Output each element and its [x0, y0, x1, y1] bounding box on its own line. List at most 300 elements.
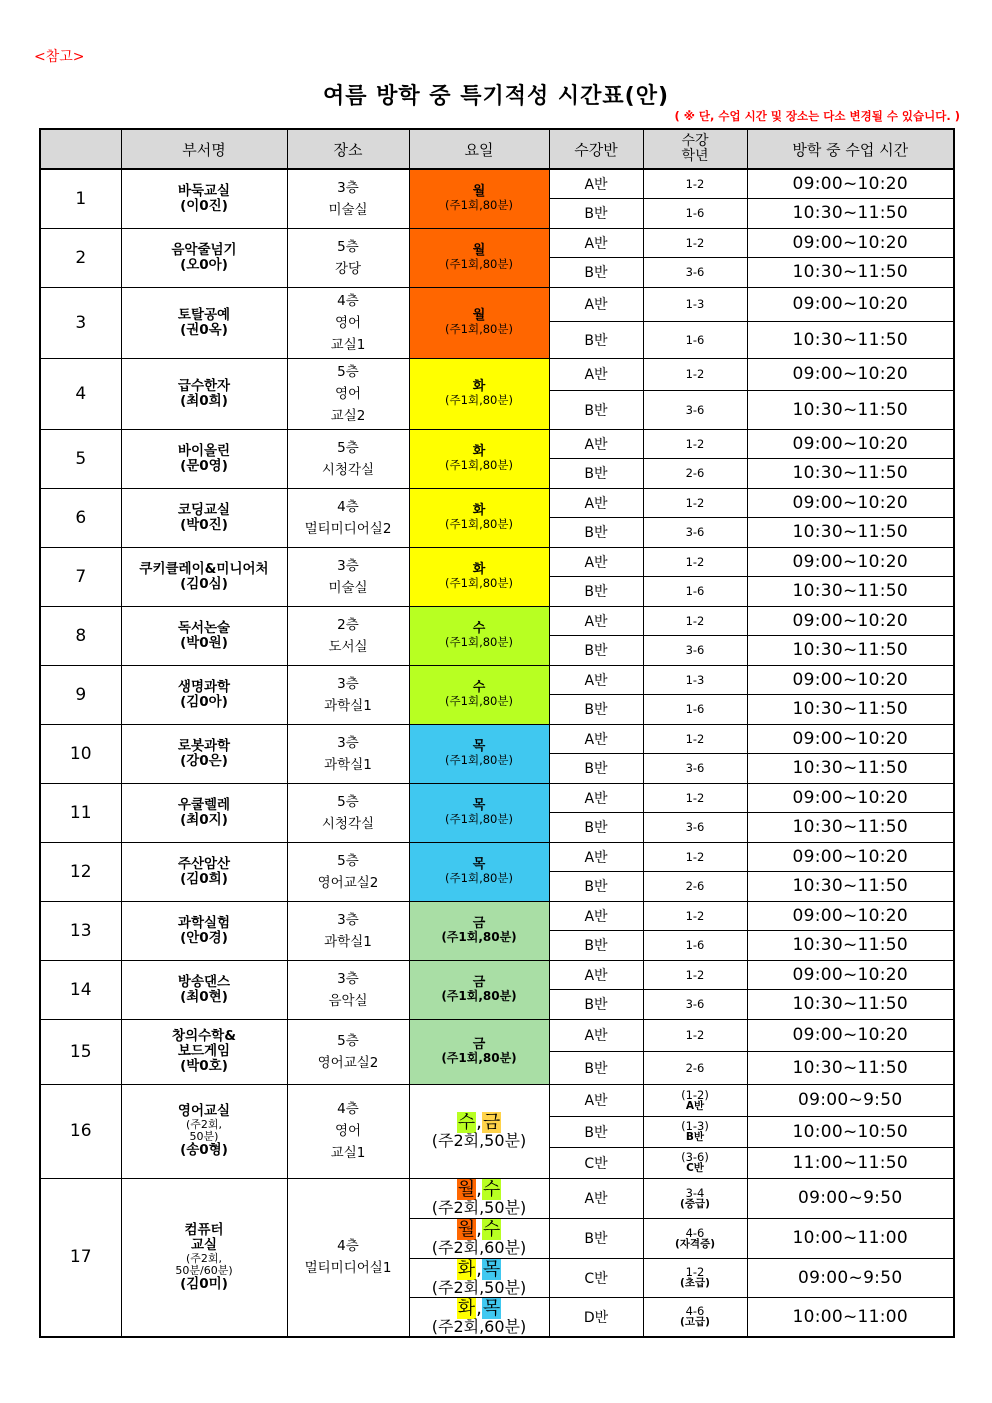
day-highlight: 월 [457, 1219, 476, 1240]
row-number: 11 [40, 783, 121, 842]
weekday-label [410, 681, 549, 695]
grade-cell [643, 1147, 747, 1178]
session-frequency: (주1회,80분) [441, 989, 517, 1003]
grade-cell [643, 517, 747, 547]
class-cell: A반 [549, 488, 643, 517]
day-separator: , [476, 1179, 482, 1200]
grade-cell [643, 1218, 747, 1258]
row-number: 16 [40, 1084, 121, 1178]
grade-cell [643, 960, 747, 989]
department-name: 토탈공예 [177, 306, 231, 323]
instructor-name: (박0원) [180, 634, 228, 651]
weekday-label [410, 740, 549, 754]
session-frequency: (주2회,50분) [431, 1198, 527, 1217]
class-time: 09:00~10:20 [747, 606, 954, 635]
class-time: 09:00~10:20 [747, 169, 954, 198]
day-cell [409, 228, 549, 287]
schedule-table [39, 128, 955, 1338]
weekday-label [410, 504, 549, 518]
class-time: 09:00~10:20 [747, 842, 954, 871]
weekday-label [410, 1113, 549, 1132]
location-cell: 5층 시청각실 [287, 783, 409, 842]
row-number: 1 [40, 169, 121, 228]
grade-note: (고급) [680, 1316, 710, 1329]
session-frequency: (주1회,80분) [445, 576, 513, 590]
class-cell: A반 [549, 842, 643, 871]
grade-cell [643, 842, 747, 871]
instructor-name: (박0호) [180, 1058, 228, 1074]
session-frequency: (주1회,80분) [445, 393, 513, 407]
header-number [40, 129, 121, 169]
class-cell: B반 [549, 812, 643, 842]
class-cell: A반 [549, 783, 643, 812]
grade-range: 3-6 [685, 525, 705, 539]
day-cell [409, 287, 549, 358]
instructor-name: (송0형) [180, 1142, 228, 1158]
day-cell [409, 358, 549, 429]
grade-range: 4-6 [685, 1225, 705, 1240]
table-row [40, 1019, 954, 1051]
header-time: 방학 중 수업 시간 [747, 129, 954, 169]
session-frequency: (주1회,80분) [445, 871, 513, 885]
weekday-label [410, 244, 549, 258]
instructor-name: (권0옥) [180, 321, 228, 338]
session-frequency: (주1회,80분) [441, 930, 517, 944]
department-cell [121, 842, 287, 901]
location-cell: 3층 미술실 [287, 169, 409, 228]
session-frequency: (주1회,80분) [445, 753, 513, 767]
department-note: (주2회, 50분/60분) [175, 1251, 233, 1277]
grade-note: C반 [686, 1162, 704, 1174]
day-highlight: 화 [457, 1258, 476, 1280]
weekday-text: 목 [472, 857, 486, 872]
session-frequency: (주1회,80분) [445, 694, 513, 708]
department-name: 바둑교실 [177, 182, 231, 199]
grade-cell [643, 198, 747, 228]
session-frequency: (주1회,80분) [445, 198, 513, 213]
grade-cell [643, 458, 747, 488]
day-cell [409, 842, 549, 901]
table-header [40, 129, 954, 169]
instructor-name: (오0아) [180, 256, 228, 273]
class-cell: A반 [549, 358, 643, 390]
department-name: 생명과학 [177, 678, 231, 695]
class-cell: B반 [549, 390, 643, 429]
grade-range: 1-2 [685, 235, 705, 250]
grade-note: (자격증) [674, 1237, 716, 1250]
grade-cell [643, 783, 747, 812]
department-cell [121, 783, 287, 842]
class-cell: B반 [549, 989, 643, 1019]
class-time: 10:00~11:00 [747, 1297, 954, 1337]
class-time: 09:00~9:50 [747, 1258, 954, 1297]
class-time: 10:30~11:50 [747, 198, 954, 228]
class-cell: A반 [549, 960, 643, 989]
class-cell: B반 [549, 517, 643, 547]
class-cell: A반 [549, 228, 643, 257]
class-cell: A반 [549, 901, 643, 930]
location-cell: 4층 멀티미디어실2 [287, 488, 409, 547]
grade-range: 3-6 [685, 643, 705, 657]
day-cell [409, 429, 549, 488]
grade-range: 3-6 [685, 402, 705, 417]
class-cell: C반 [549, 1147, 643, 1178]
row-number: 10 [40, 724, 121, 783]
grade-range: 3-6 [685, 820, 705, 834]
class-time: 10:30~11:50 [747, 635, 954, 665]
class-cell: B반 [549, 753, 643, 783]
grade-cell [643, 390, 747, 429]
class-cell: A반 [549, 1178, 643, 1218]
grade-range: 1-2 [685, 495, 705, 510]
weekday-label [410, 445, 549, 459]
grade-cell [643, 547, 747, 576]
grade-range: 1-6 [685, 938, 705, 952]
class-time: 09:00~10:20 [747, 724, 954, 753]
notice-text: ( ※ 단, 수업 시간 및 장소는 다소 변경될 수 있습니다. ) [674, 109, 960, 123]
header-department: 부서명 [121, 129, 287, 169]
row-number: 15 [40, 1019, 121, 1084]
class-time: 09:00~10:20 [747, 287, 954, 321]
class-time: 10:30~11:50 [747, 871, 954, 901]
grade-range: 1-3 [685, 672, 705, 687]
class-time: 11:00~11:50 [747, 1147, 954, 1178]
location-cell: 5층 영어교실2 [287, 1019, 409, 1084]
class-cell: A반 [549, 724, 643, 753]
grade-cell [643, 1084, 747, 1116]
row-number: 14 [40, 960, 121, 1019]
day-highlight: 금 [482, 1112, 501, 1133]
weekday-text: 수 [472, 621, 486, 636]
session-frequency: (주2회,60분) [431, 1316, 527, 1336]
department-name: 독서논술 [177, 619, 231, 636]
grade-range: 1-2 [685, 849, 705, 864]
table-row [40, 1084, 954, 1116]
weekday-label [410, 976, 549, 990]
day-cell [409, 960, 549, 1019]
day-separator: , [476, 1112, 482, 1133]
grade-range: 1-2 [685, 1265, 705, 1279]
location-cell: 5층 영어교실2 [287, 842, 409, 901]
location-cell: 3층 과학실1 [287, 724, 409, 783]
day-highlight: 수 [482, 1179, 501, 1200]
table-row [40, 287, 954, 321]
class-cell: B반 [549, 635, 643, 665]
weekday-label [410, 1038, 549, 1052]
class-time: 09:00~10:20 [747, 429, 954, 458]
department-cell [121, 1019, 287, 1084]
grade-cell [643, 169, 747, 198]
class-time: 09:00~10:20 [747, 358, 954, 390]
grade-cell [643, 753, 747, 783]
day-cell [409, 901, 549, 960]
grade-cell [643, 488, 747, 517]
class-cell: B반 [549, 1116, 643, 1147]
class-time: 10:30~11:50 [747, 257, 954, 287]
class-cell: B반 [549, 257, 643, 287]
class-cell: B반 [549, 694, 643, 724]
grade-cell [643, 694, 747, 724]
location-cell: 2층 도서실 [287, 606, 409, 665]
grade-range: 1-6 [685, 332, 705, 347]
row-number: 3 [40, 287, 121, 358]
table-row [40, 358, 954, 390]
instructor-name: (강0은) [180, 752, 228, 769]
class-time: 10:30~11:50 [747, 576, 954, 606]
grade-range: (3-6) [681, 1150, 709, 1164]
weekday-label [410, 858, 549, 872]
table-row [40, 724, 954, 753]
department-name: 컴퓨터 교실 [184, 1221, 224, 1253]
day-highlight: 월 [457, 1179, 476, 1200]
table-row [40, 429, 954, 458]
row-number: 5 [40, 429, 121, 488]
class-time: 10:30~11:50 [747, 812, 954, 842]
day-separator: , [476, 1219, 482, 1240]
class-cell: B반 [549, 930, 643, 960]
grade-cell [643, 1051, 747, 1084]
department-name: 로봇과학 [177, 737, 231, 754]
grade-cell [643, 576, 747, 606]
day-cell [409, 665, 549, 724]
class-time: 09:00~10:20 [747, 547, 954, 576]
instructor-name: (김0희) [180, 870, 228, 887]
grade-cell [643, 429, 747, 458]
grade-range: 1-2 [685, 554, 705, 569]
weekday-text: 금 [472, 1037, 486, 1052]
department-cell [121, 1178, 287, 1337]
department-note: (주2회, 50분) [185, 1118, 223, 1143]
department-name: 코딩교실 [177, 501, 231, 518]
grade-range: 1-2 [685, 731, 705, 746]
day-highlight: 수 [457, 1112, 476, 1133]
grade-cell [643, 1116, 747, 1147]
table-row [40, 606, 954, 635]
department-cell [121, 429, 287, 488]
session-frequency: (주1회,80분) [441, 1051, 517, 1065]
weekday-label [410, 185, 549, 199]
location-cell: 3층 음악실 [287, 960, 409, 1019]
grade-cell [643, 724, 747, 753]
department-cell [121, 724, 287, 783]
weekday-text: 목 [472, 739, 486, 754]
weekday-label [410, 309, 549, 323]
department-name: 쿠키클레이&미니어처 [139, 560, 269, 577]
class-time: 10:30~11:50 [747, 1051, 954, 1084]
department-cell [121, 287, 287, 358]
day-cell [409, 169, 549, 228]
day-cell [409, 488, 549, 547]
page-title: 여름 방학 중 특기적성 시간표(안) [322, 84, 670, 109]
class-time: 10:30~11:50 [747, 390, 954, 429]
department-name: 방송댄스 [177, 973, 231, 990]
class-time: 09:00~9:50 [747, 1084, 954, 1116]
department-cell [121, 228, 287, 287]
table-row [40, 169, 954, 198]
class-time: 10:30~11:50 [747, 989, 954, 1019]
class-time: 09:00~10:20 [747, 665, 954, 694]
table-row [40, 783, 954, 812]
department-cell [121, 547, 287, 606]
class-time: 10:30~11:50 [747, 753, 954, 783]
department-name: 우쿨렐레 [177, 796, 231, 813]
weekday-label [410, 917, 549, 931]
grade-range: 1-6 [685, 702, 705, 716]
session-frequency: (주1회,80분) [445, 322, 513, 336]
grade-cell [643, 358, 747, 390]
class-time: 10:30~11:50 [747, 930, 954, 960]
class-cell: A반 [549, 287, 643, 321]
day-cell [409, 724, 549, 783]
class-cell: B반 [549, 1051, 643, 1084]
instructor-name: (최0지) [180, 811, 228, 828]
weekday-text: 수 [472, 680, 486, 695]
day-cell [409, 783, 549, 842]
session-frequency: (주1회,80분) [445, 635, 513, 649]
row-number: 12 [40, 842, 121, 901]
header-day: 요일 [409, 129, 549, 169]
weekday-text: 금 [472, 975, 486, 990]
class-time: 10:30~11:50 [747, 517, 954, 547]
day-cell [409, 606, 549, 665]
row-number: 7 [40, 547, 121, 606]
row-number: 8 [40, 606, 121, 665]
grade-cell [643, 665, 747, 694]
day-cell [409, 547, 549, 606]
weekday-text: 화 [472, 503, 486, 518]
location-cell: 5층 강당 [287, 228, 409, 287]
weekday-text: 화 [472, 562, 486, 577]
weekday-text: 목 [472, 798, 486, 813]
row-number: 6 [40, 488, 121, 547]
class-time: 09:00~10:20 [747, 228, 954, 257]
class-time: 10:30~11:50 [747, 694, 954, 724]
day-cell [409, 1297, 549, 1337]
grade-cell [643, 989, 747, 1019]
department-name: 창의수학& 보드게임 [172, 1028, 236, 1059]
department-cell [121, 488, 287, 547]
location-cell: 4층 영어 교실1 [287, 1084, 409, 1178]
grade-range: 1-2 [685, 367, 705, 381]
location-cell: 5층 시청각실 [287, 429, 409, 488]
grade-range: 1-2 [685, 1028, 705, 1042]
header-grade: 수강 학년 [643, 129, 747, 169]
department-cell [121, 665, 287, 724]
instructor-name: (이0진) [180, 197, 228, 214]
grade-range: 1-6 [685, 584, 705, 598]
instructor-name: (최0희) [180, 392, 228, 409]
instructor-name: (최0현) [180, 988, 228, 1005]
day-cell [409, 1258, 549, 1297]
location-cell: 3층 과학실1 [287, 901, 409, 960]
class-time: 09:00~9:50 [747, 1178, 954, 1218]
grade-range: 1-2 [685, 613, 705, 628]
grade-cell [643, 606, 747, 635]
class-cell: B반 [549, 198, 643, 228]
header-row [40, 129, 954, 169]
instructor-name: (안0경) [180, 929, 228, 946]
grade-range: 3-6 [685, 997, 705, 1011]
weekday-label [410, 380, 549, 394]
session-frequency: (주1회,80분) [445, 257, 513, 271]
weekday-label [410, 799, 549, 813]
table-row [40, 901, 954, 930]
department-name: 급수한자 [177, 377, 231, 394]
day-highlight: 수 [482, 1219, 501, 1240]
row-number: 9 [40, 665, 121, 724]
class-time: 09:00~10:20 [747, 901, 954, 930]
weekday-label [410, 1299, 549, 1318]
department-cell [121, 1084, 287, 1178]
class-cell: B반 [549, 1218, 643, 1258]
grade-range: 3-6 [685, 265, 705, 279]
grade-range: 3-4 [685, 1185, 705, 1200]
grade-cell [643, 871, 747, 901]
day-separator: , [476, 1258, 482, 1280]
instructor-name: (김0미) [180, 1275, 228, 1292]
row-number: 4 [40, 358, 121, 429]
grade-cell [643, 1258, 747, 1297]
table-body [40, 169, 954, 1337]
location-cell: 4층 영어 교실1 [287, 287, 409, 358]
class-cell: B반 [549, 321, 643, 358]
class-cell: D반 [549, 1297, 643, 1337]
class-time: 09:00~10:20 [747, 1019, 954, 1051]
department-cell [121, 358, 287, 429]
location-cell: 5층 영어 교실2 [287, 358, 409, 429]
header-class: 수강반 [549, 129, 643, 169]
class-cell: A반 [549, 169, 643, 198]
table-row [40, 1178, 954, 1218]
location-cell: 3층 과학실1 [287, 665, 409, 724]
weekday-label [410, 1260, 549, 1279]
instructor-name: (문0영) [180, 457, 228, 474]
weekday-text: 월 [472, 184, 486, 200]
session-frequency: (주2회,60분) [431, 1238, 527, 1257]
class-time: 10:00~10:50 [747, 1116, 954, 1147]
department-cell [121, 606, 287, 665]
weekday-text: 화 [472, 379, 486, 394]
location-cell: 3층 미술실 [287, 547, 409, 606]
grade-note: (초급) [680, 1277, 710, 1289]
grade-cell [643, 901, 747, 930]
grade-range: 2-6 [685, 879, 705, 893]
session-frequency: (주1회,80분) [445, 458, 513, 472]
grade-range: (1-3) [681, 1119, 709, 1133]
day-cell [409, 1019, 549, 1084]
header-location: 장소 [287, 129, 409, 169]
class-cell: B반 [549, 458, 643, 488]
class-time: 10:30~11:50 [747, 458, 954, 488]
class-cell: B반 [549, 576, 643, 606]
instructor-name: (김0심) [180, 575, 228, 592]
table-row [40, 665, 954, 694]
session-frequency: (주1회,80분) [445, 517, 513, 531]
weekday-text: 화 [472, 444, 486, 459]
department-name: 과학실험 [177, 914, 231, 931]
class-cell: A반 [549, 1019, 643, 1051]
grade-cell [643, 228, 747, 257]
grade-note: A반 [685, 1099, 705, 1112]
session-frequency: (주1회,80분) [445, 812, 513, 826]
day-highlight: 화 [457, 1297, 476, 1319]
grade-range: 1-2 [685, 967, 705, 982]
class-cell: A반 [549, 665, 643, 694]
day-cell [409, 1218, 549, 1258]
weekday-text: 월 [472, 243, 486, 258]
location-cell: 4층 멀티미디어실1 [287, 1178, 409, 1337]
table-row [40, 842, 954, 871]
